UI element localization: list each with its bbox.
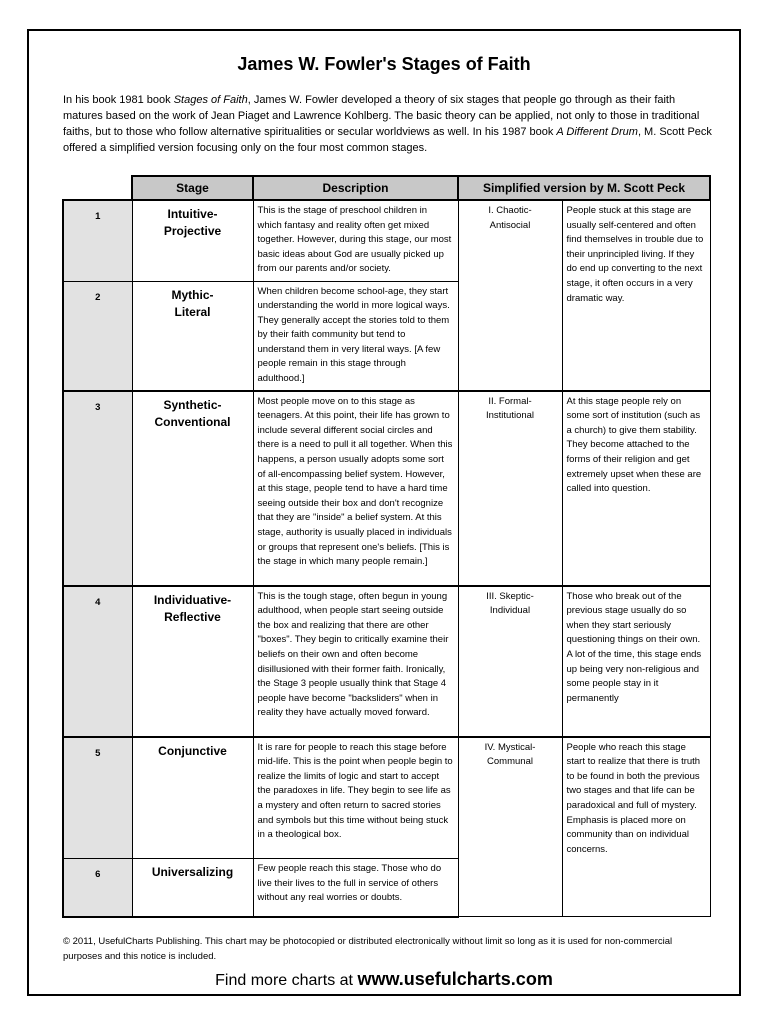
stage-description: This is the stage of preschool children in which fantasy and reality often get mixed together. However, during this stage, our most basic ideas about God are usually picked up from our parents and/or society.: [253, 200, 458, 281]
stage-description: Few people reach this stage. Those who do live their lives to the full in service of others without any real worries or doubts.: [253, 859, 458, 917]
table-row: [63, 200, 710, 281]
stage-description: Most people move on to this stage as teenagers. At this point, their life has grown to include several different social circles and there is a need to pull it all together. When this happens, a person usually adopts some sort of all-encompassing belief system. However, at this stage, people tend to have a hard time seeing outside their box and don't recognize that they are "inside" a belief system. At this stage, authority is usually placed in individuals or groups that represent one's beliefs. [This is the stage in which many people remain.]: [253, 391, 458, 586]
stage-name: Mythic- Literal: [132, 281, 253, 391]
stage-name: Synthetic- Conventional: [132, 391, 253, 586]
stage-number: 6: [63, 859, 132, 917]
stage-description: It is rare for people to reach this stage before mid-life. This is the point when people begin to realize the limits of logic and start to accept the paradoxes in life. They begin to see life as a mystery and often return to sacred stories and symbols but this time without being stuck in a theological box.: [253, 737, 458, 859]
copyright-notice: © 2011, UsefulCharts Publishing. This chart may be photocopied or distributed electronically without limit so long as it is used for non-commercial purposes and this notice is included.: [63, 936, 673, 962]
book-title-stages-of-faith: Stages of Faith: [173, 94, 248, 106]
stage-name: Individuative- Reflective: [132, 586, 253, 737]
stages-table: [62, 175, 711, 918]
stage-name: Intuitive- Projective: [132, 200, 253, 281]
peck-stage-description: Those who break out of the previous stage usually do so when they start seriously questioning things on their own. A lot of the time, this stage ends up being very non-religious and some people stay in it permanently: [562, 586, 710, 737]
stage-number: 2: [63, 281, 132, 391]
header-stage: Stage: [132, 176, 253, 200]
more-charts-line: [0, 969, 768, 990]
peck-stage-description: At this stage people rely on some sort of institution (such as a church) to give them stability. They become attached to the forms of their religion and get extremely upset when these are called into question.: [562, 391, 710, 586]
peck-stage-name: IV. Mystical- Communal: [458, 737, 562, 917]
more-charts-prefix: Find more charts at: [215, 972, 358, 989]
header-blank: [63, 176, 132, 200]
page-title: James W. Fowler's Stages of Faith: [237, 54, 531, 74]
stage-number: 3: [63, 391, 132, 586]
stage-description: When children become school-age, they start understanding the world in more logical ways. They generally accept the stories told to them by their faith community but tend to understand them in very literal ways. [A few people remain in this stage through adulthood.]: [253, 281, 458, 391]
table-row: [63, 737, 710, 859]
header-description: Description: [253, 176, 458, 200]
header-simplified: Simplified version by M. Scott Peck: [458, 176, 710, 200]
stage-description: This is the tough stage, often begun in young adulthood, when people start seeing outside the box and realizing that there are other "boxes". They begin to critically examine their beliefs on their own and often become disillusioned with their former faith. Ironically, the Stage 3 people usually think that Stage 4 people have become "backsliders" when in reality they have actually moved forward.: [253, 586, 458, 737]
stage-name: Conjunctive: [132, 737, 253, 859]
peck-stage-name: III. Skeptic- Individual: [458, 586, 562, 737]
website-link[interactable]: www.usefulcharts.com: [357, 969, 553, 989]
stage-number: 1: [63, 200, 132, 281]
peck-stage-description: People stuck at this stage are usually self-centered and often find themselves in trouble due to their unprincipled living. If they do end up converting to the next stage, it often occurs in a very dramatic way.: [562, 200, 710, 391]
intro-paragraph: [63, 92, 713, 156]
table-row: [63, 391, 710, 586]
intro-text-3: , M. Scott Peck offered a simplified version focusing only on the four most common stages.: [63, 126, 712, 154]
intro-text-1: In his book 1981 book: [63, 94, 174, 106]
peck-stage-name: I. Chaotic- Antisocial: [458, 200, 562, 391]
book-title-different-drum: A Different Drum: [556, 126, 638, 138]
peck-stage-name: II. Formal- Institutional: [458, 391, 562, 586]
stage-name: Universalizing: [132, 859, 253, 917]
peck-stage-description: People who reach this stage start to realize that there is truth to be found in both the previous two stages and that life can be paradoxical and full of mystery. Emphasis is placed more on community than on individual concerns.: [562, 737, 710, 917]
stage-number: 5: [63, 737, 132, 859]
table-header-row: [63, 176, 710, 200]
table-row: [63, 586, 710, 737]
intro-text-2: , James W. Fowler developed a theory of six stages that people go through as their faith matures based on the work of Jean Piaget and Lawrence Kohlberg. The basic theory can be applied, not only to those in traditional faiths, but to those who follow alternative spiritualities or secular worldviews as well. In his 1987 book: [63, 94, 700, 138]
stage-number: 4: [63, 586, 132, 737]
